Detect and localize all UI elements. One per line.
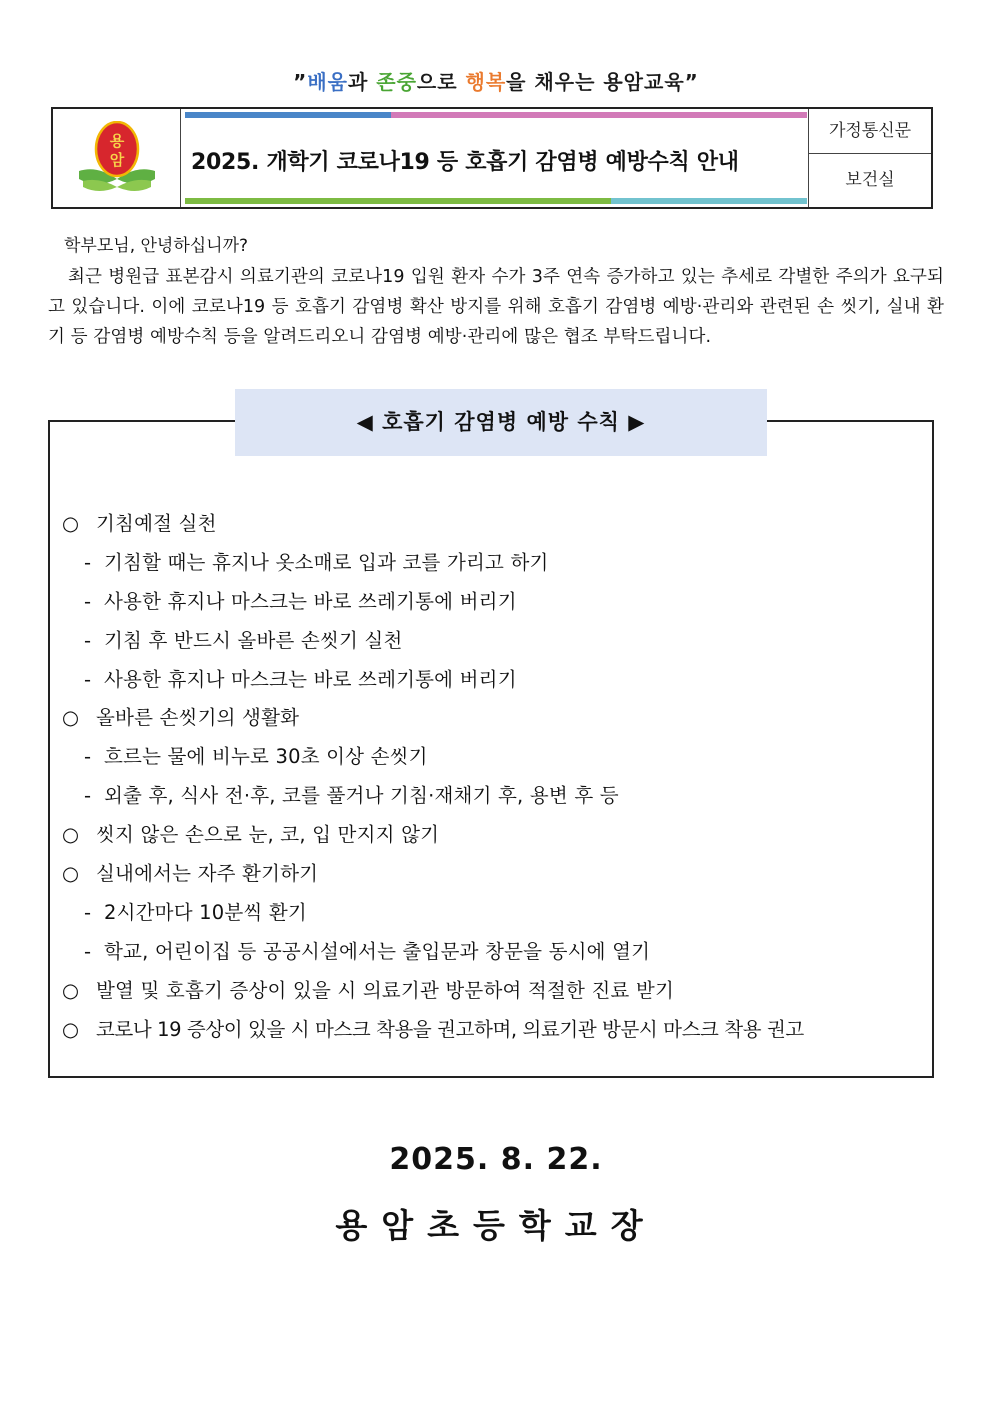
bullet-circle: ○	[62, 512, 80, 535]
logo-text-bottom: 암	[109, 151, 125, 169]
rules-list	[62, 505, 934, 1049]
dash-mark: -	[84, 667, 92, 691]
rule-item	[62, 816, 934, 855]
notice-department: 보건실	[845, 170, 895, 190]
rule-subitem	[62, 933, 934, 972]
motto-part-6: 을 채우는 용암교육	[506, 70, 685, 94]
school-logo-icon	[77, 121, 157, 197]
bullet-circle: ○	[62, 862, 80, 886]
rules-title: ◀ 호흡기 감염병 예방 수칙 ▶	[235, 389, 767, 456]
bullet-circle: ○	[62, 706, 80, 730]
motto-quote-close: ”	[684, 70, 699, 94]
rule-item	[62, 505, 934, 544]
logo-cell	[53, 109, 181, 207]
rule-subitem	[62, 622, 934, 661]
dash-mark: -	[84, 628, 92, 652]
rule-subitem	[62, 894, 934, 933]
rule-subtext: 기침 후 반드시 올바른 손씻기 실천	[104, 628, 403, 652]
rule-text: 올바른 손씻기의 생활화	[96, 706, 300, 730]
notice-title: 2025. 개학기 코로나19 등 호흡기 감염병 예방수칙 안내	[191, 150, 739, 175]
rule-text: 씻지 않은 손으로 눈, 코, 입 만지지 않기	[96, 823, 440, 847]
rule-subtext: 학교, 어린이집 등 공공시설에서는 출입문과 창문을 동시에 열기	[104, 939, 651, 963]
dash-mark: -	[84, 550, 92, 574]
greeting: 학부모님, 안녕하십니까?	[64, 236, 249, 256]
bullet-circle: ○	[62, 978, 80, 1002]
bullet-circle: ○	[62, 823, 80, 847]
issue-date: 2025. 8. 22.	[389, 1142, 603, 1177]
motto-part-4: 으로	[416, 70, 466, 94]
notice-category: 가정통신문	[809, 109, 931, 154]
motto-quote-open: ”	[293, 70, 308, 94]
rule-text: 실내에서는 자주 환기하기	[96, 862, 319, 886]
rule-item	[62, 1011, 934, 1050]
rule-subitem	[62, 583, 934, 622]
bullet-circle: ○	[62, 1017, 79, 1041]
dash-mark: -	[84, 939, 92, 963]
rule-text: 발열 및 호흡기 증상이 있을 시 의료기관 방문하여 적절한 진료 받기	[96, 978, 674, 1002]
decor-bar-blue	[185, 112, 391, 118]
rule-subtext: 외출 후, 식사 전·후, 코를 풀거나 기침·재채기 후, 용변 후 등	[104, 784, 619, 808]
rule-subitem	[62, 777, 934, 816]
rule-subtext: 기침할 때는 휴지나 옷소매로 입과 코를 가리고 하기	[104, 550, 549, 574]
title-cell	[181, 109, 809, 207]
motto-word-happiness: 행복	[465, 70, 507, 94]
dash-mark: -	[84, 900, 92, 924]
rule-subtext: 사용한 휴지나 마스크는 바로 쓰레기통에 버리기	[104, 667, 517, 691]
rule-text: 기침예절 실천	[96, 512, 217, 535]
rule-subitem	[62, 661, 934, 700]
rule-subtext: 2시간마다 10분씩 환기	[104, 900, 307, 924]
dash-mark: -	[84, 745, 92, 769]
intro-paragraph: 최근 병원급 표본감시 의료기관의 코로나19 입원 환자 수가 3주 연속 증가하고 있는 추세로 각별한 주의가 요구되고 있습니다. 이에 코로나19 등 호흡기 감염병 확산 방지를 위해 호흡기 감염병 예방·관리와 관련된 손 씻기, 실내 환기 등 감염병 예방수칙 등을 알려드리오니 감염병 예방·관리에 많은 협조 부탁드립니다.	[48, 267, 944, 347]
motto-part-2: 과	[347, 70, 377, 94]
rule-text: 코로나 19 증상이 있을 시 마스크 착용을 권고하며, 의료기관 방문시 마스크 착용 권고	[96, 1017, 804, 1041]
letter-header	[51, 107, 933, 209]
rule-item	[62, 699, 934, 738]
rule-subitem	[62, 544, 934, 583]
decor-bar-teal	[611, 198, 807, 204]
decor-bar-pink	[391, 112, 807, 118]
motto-word-learning: 배움	[307, 70, 348, 94]
school-motto	[0, 66, 992, 95]
rule-item	[62, 855, 934, 894]
rule-subtext: 사용한 휴지나 마스크는 바로 쓰레기통에 버리기	[104, 589, 517, 613]
dash-mark: -	[84, 589, 92, 613]
rule-subitem	[62, 738, 934, 777]
decor-bar-green	[185, 198, 611, 204]
signer-principal: 용암초등학교장	[335, 1206, 657, 1245]
logo-text-top: 용	[109, 132, 125, 150]
dash-mark: -	[84, 784, 92, 808]
rule-subtext: 흐르는 물에 비누로 30초 이상 손씻기	[104, 745, 428, 769]
motto-word-respect: 존중	[376, 70, 417, 94]
rule-item	[62, 972, 934, 1011]
